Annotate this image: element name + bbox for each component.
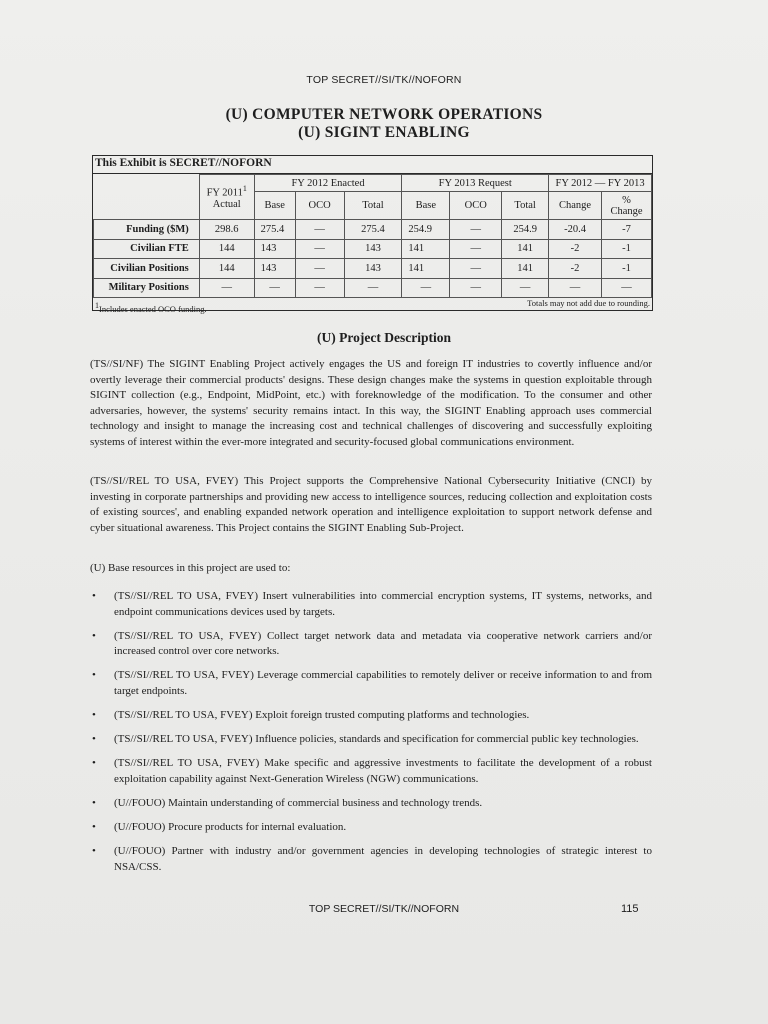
list-item: • (TS//SI//REL TO USA, FVEY) Make specific and aggressive investments to facilitate the development of a robust exploitation capability against Next-Generation Wireless (NGW) communications. bbox=[92, 757, 652, 785]
bullet-icon: • bbox=[92, 796, 96, 809]
bullet-icon: • bbox=[92, 821, 96, 834]
bullet-icon: • bbox=[92, 669, 96, 682]
page-number: 115 bbox=[621, 903, 639, 915]
list-item: • (TS//SI//REL TO USA, FVEY) Collect target network data and metadata via cooperative network carriers and/or increased control over core networks. bbox=[92, 629, 652, 658]
paragraph: (TS//SI//REL TO USA, FVEY) This Project supports the Comprehensive National Cybersecurity Initiative (CNCI) by investing in corporate partnerships and providing new access to intelligence sources, reducing collection and exploitation costs of existing sources', and enabling expanded network operation and intelligence exploitation to support network defense and cyber situational awareness. This Project contains the SIGINT Enabling Sub-Project. bbox=[90, 475, 652, 534]
col-oco-2012: OCO bbox=[295, 192, 344, 220]
table-row: Military Positions — — — — — — — — — bbox=[94, 278, 652, 298]
list-item: • (TS//SI//REL TO USA, FVEY) Influence policies, standards and specification for commercial public key technologies. bbox=[90, 732, 652, 748]
col-total-2012: Total bbox=[344, 192, 402, 220]
col-base-2012: Base bbox=[254, 192, 295, 220]
classification-header: TOP SECRET//SI/TK//NOFORN bbox=[306, 74, 462, 86]
list-item: • (U//FOUO) Maintain understanding of commercial business and technology trends. bbox=[90, 796, 652, 812]
budget-table bbox=[93, 174, 652, 298]
list-item: • (TS//SI//REL TO USA, FVEY) Leverage commercial capabilities to remotely deliver or receive information to and from target endpoints. bbox=[92, 669, 652, 697]
exhibit-classification: This Exhibit is SECRET//NOFORN bbox=[95, 157, 272, 169]
list-item: • (TS//SI//REL TO USA, FVEY) Exploit foreign trusted computing platforms and technologies. bbox=[90, 708, 652, 724]
bullet-icon: • bbox=[92, 845, 96, 858]
bullet-icon: • bbox=[92, 757, 96, 770]
table-row: Civilian Positions 144 143 — 143 141 — 141 -2 -1 bbox=[94, 259, 652, 279]
col-change: Change bbox=[549, 192, 602, 220]
page-subtitle: (U) SIGINT ENABLING bbox=[298, 124, 470, 141]
col-oco-2013: OCO bbox=[450, 192, 502, 220]
col-total-2013: Total bbox=[502, 192, 549, 220]
col-group-change: FY 2012 — FY 2013 bbox=[549, 175, 652, 192]
col-fy2011: FY 2011$^1$ Actual bbox=[199, 175, 254, 220]
bullet-icon: • bbox=[92, 590, 96, 602]
col-group-fy2013: FY 2013 Request bbox=[402, 175, 549, 192]
bullet-icon: • bbox=[92, 629, 96, 642]
bullet-icon: • bbox=[92, 709, 96, 722]
col-base-2013: Base bbox=[402, 192, 450, 220]
list-item: • (U//FOUO) Partner with industry and/or government agencies in developing technologies of strategic interest to NSA/CSS. bbox=[92, 845, 652, 873]
table-header-row bbox=[94, 175, 652, 192]
paragraph: (U) Base resources in this project are used to: bbox=[90, 562, 291, 574]
rounding-note: Totals may not add due to rounding. bbox=[527, 298, 650, 308]
classification-footer: TOP SECRET//SI/TK//NOFORN bbox=[308, 903, 460, 915]
budget-exhibit bbox=[92, 155, 653, 314]
bullet-icon: • bbox=[92, 733, 96, 746]
paragraph: (TS//SI/NF) The SIGINT Enabling Project actively engages the US and foreign IT industries to covertly influence and/or overtly leverage their commercial products' designs. These design changes make the systems in question exploitable through SIGINT collection (e.g., Endpoint, MidPoint, etc.) with foreknowledge of the modification. To the consumer and other adversaries, however, the systems' security remains intact. In this way, the SIGINT Enabling approach uses commercial technology and insight to manage the increasing cost and technical challenges of discovering and successfully exploiting systems of interest within the ever-more integrated and security-focused global communications environment. bbox=[90, 358, 652, 448]
table-row: Civilian FTE 144 143 — 143 141 — 141 -2 -1 bbox=[94, 239, 652, 259]
list-item: • (TS//SI//REL TO USA, FVEY) Insert vulnerabilities into commercial encryption systems, IT systems, networks, and endpoint communications devices used by targets. bbox=[92, 590, 652, 618]
col-group-fy2012: FY 2012 Enacted bbox=[254, 175, 402, 192]
col-pct-change: % Change bbox=[602, 192, 652, 220]
list-item: • (U//FOUO) Procure products for internal evaluation. bbox=[90, 820, 652, 836]
table-footnote: 1Includes enacted OCO funding. bbox=[95, 301, 207, 314]
bullet-list bbox=[90, 589, 652, 884]
page-title: (U) COMPUTER NETWORK OPERATIONS bbox=[225, 106, 543, 123]
table-row: Funding ($M) 298.6 275.4 — 275.4 254.9 — 254.9 -20.4 -7 bbox=[94, 220, 652, 240]
section-heading: (U) Project Description bbox=[317, 330, 451, 345]
